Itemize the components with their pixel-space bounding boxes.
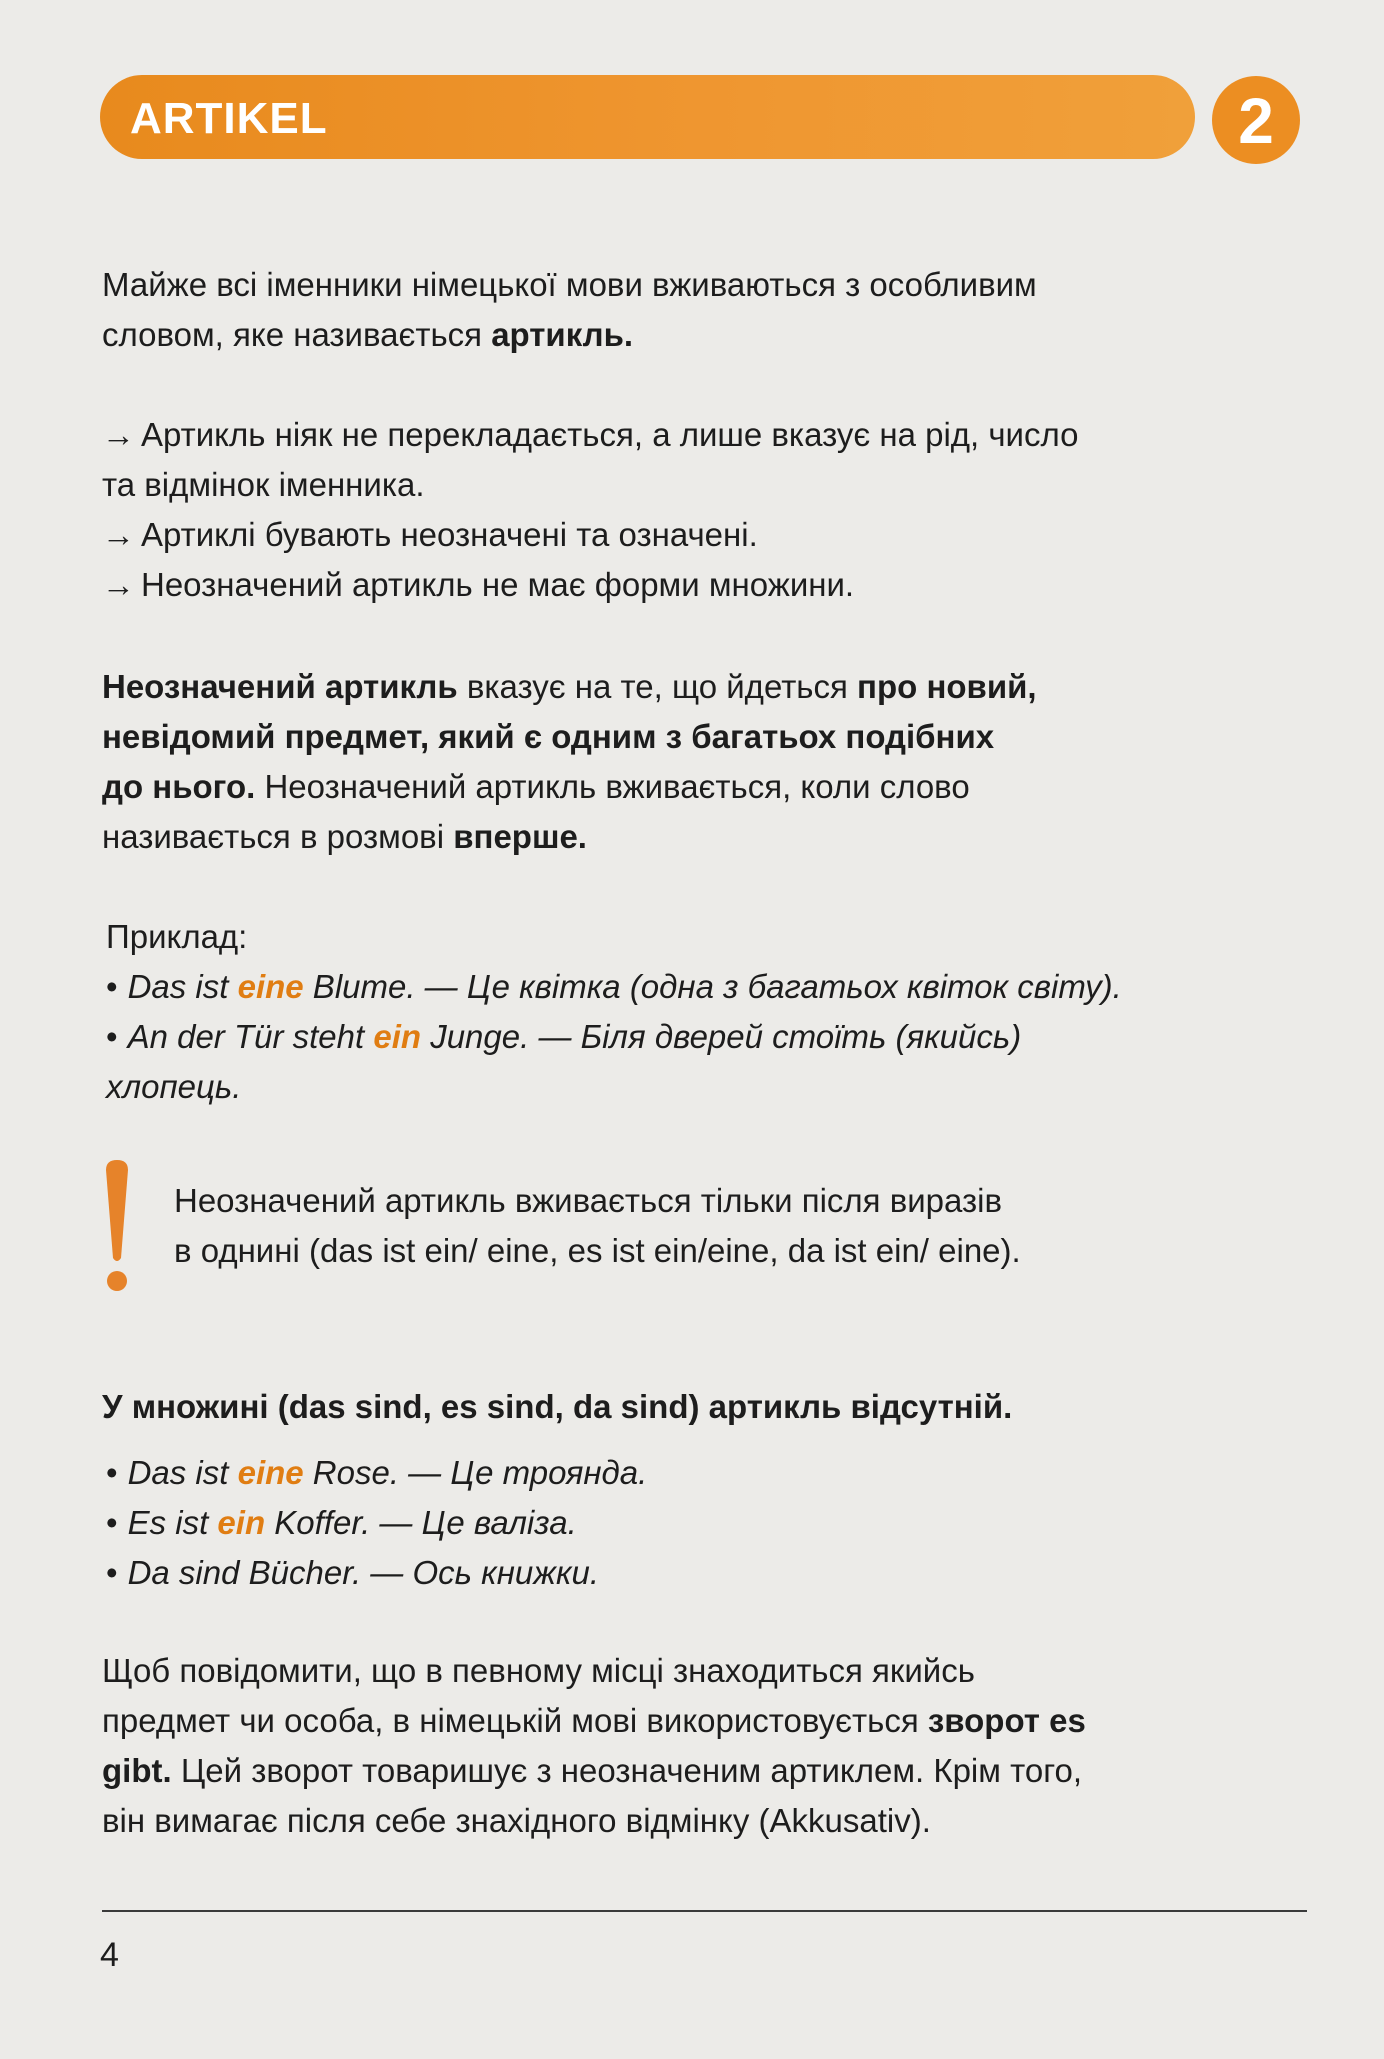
indefinite-line-1	[102, 662, 1037, 712]
example-german: Es ist	[127, 1504, 218, 1541]
indefinite-emphasis: про новий,	[857, 668, 1037, 705]
bullet-icon: •	[106, 1504, 118, 1541]
bullet-icon: •	[106, 1018, 118, 1055]
highlighted-article: ein	[373, 1018, 422, 1055]
example-2	[106, 1012, 1021, 1062]
example-translation: Junge. — Біля дверей стоїть (якийсь)	[421, 1018, 1022, 1055]
es-gibt-term: зворот es	[927, 1702, 1086, 1739]
indefinite-line-2	[102, 712, 994, 762]
warning-line-1: Неозначений артикль вживається тільки після виразів	[174, 1182, 1002, 1219]
bullet-icon: •	[106, 1554, 118, 1591]
chapter-number-badge	[1212, 76, 1300, 164]
example-translation: Koffer. — Це валіза.	[265, 1504, 577, 1541]
indefinite-text: Неозначений артикль вживається, коли слово	[255, 768, 970, 805]
es-gibt-line-2	[102, 1696, 1086, 1746]
indefinite-emphasis: до нього.	[102, 768, 256, 805]
note-3-text: Неозначений артикль не має форми множини.	[141, 566, 855, 603]
es-gibt-term: gibt.	[102, 1752, 172, 1789]
es-gibt-line-3	[102, 1746, 1082, 1796]
intro-line-2	[102, 310, 633, 360]
note-3	[102, 560, 854, 610]
es-gibt-line-1: Щоб повідомити, що в певному місці знаходиться якийсь	[102, 1652, 975, 1689]
bullet-icon: •	[106, 1454, 118, 1491]
intro-term: артикль.	[491, 316, 634, 353]
example-translation: Rose. — Це троянда.	[303, 1454, 648, 1491]
note-1-continued: та відмінок іменника.	[102, 466, 425, 503]
note-1-text: Артикль ніяк не перекладається, а лише вказує на рід, число	[141, 416, 1079, 453]
indefinite-line-4	[102, 812, 587, 862]
indefinite-emphasis: невідомий предмет, який є одним з багатьох подібних	[102, 718, 995, 755]
warning-line-2: в однині (das ist ein/ eine, es ist ein/eine, da ist ein/ eine).	[174, 1232, 1021, 1269]
plural-example-3	[106, 1548, 599, 1598]
chapter-number: 2	[1238, 85, 1274, 157]
note-1	[102, 410, 1078, 460]
example-german: An der Tür steht	[127, 1018, 374, 1055]
bullet-icon: •	[106, 968, 118, 1005]
section-title: ARTIKEL	[130, 94, 328, 143]
example-2-continued: хлопець.	[106, 1068, 242, 1105]
es-gibt-line-4: він вимагає після себе знахідного відмінку (Akkusativ).	[102, 1802, 931, 1839]
indefinite-term: Неозначений артикль	[102, 668, 458, 705]
example-translation: Blume. — Це квітка (одна з багатьох квіток світу).	[303, 968, 1122, 1005]
exclamation-icon	[102, 1158, 132, 1293]
plural-example-1	[106, 1448, 647, 1498]
plural-heading: У множині (das sind, es sind, da sind) артикль відсутній.	[102, 1388, 1013, 1425]
highlighted-article: eine	[237, 1454, 304, 1491]
footer-divider	[102, 1910, 1307, 1912]
arrow-icon: →	[102, 516, 135, 553]
intro-line-1: Майже всі іменники німецької мови вживаються з особливим	[102, 266, 1037, 303]
indefinite-emphasis: вперше.	[453, 818, 587, 855]
arrow-icon: →	[102, 416, 135, 453]
example-german: Da sind Bücher. — Ось книжки.	[127, 1554, 600, 1591]
indefinite-text: називається в розмові	[102, 818, 454, 855]
example-german: Das ist	[127, 1454, 238, 1491]
indefinite-text: вказує на те, що йдеться	[457, 668, 858, 705]
highlighted-article: ein	[217, 1504, 266, 1541]
example-label: Приклад:	[106, 918, 248, 955]
arrow-icon: →	[102, 566, 135, 603]
es-gibt-text: Цей зворот товаришує з неозначеним артиклем. Крім того,	[171, 1752, 1083, 1789]
plural-example-2	[106, 1498, 577, 1548]
example-1	[106, 962, 1122, 1012]
note-2	[102, 510, 758, 560]
es-gibt-text: предмет чи особа, в німецькій мові використовується	[102, 1702, 928, 1739]
note-2-text: Артиклі бувають неозначені та означені.	[141, 516, 758, 553]
page-number: 4	[100, 1936, 119, 1974]
indefinite-line-3	[102, 762, 970, 812]
intro-text: словом, яке називається	[102, 316, 492, 353]
example-german: Das ist	[127, 968, 238, 1005]
highlighted-article: eine	[237, 968, 304, 1005]
